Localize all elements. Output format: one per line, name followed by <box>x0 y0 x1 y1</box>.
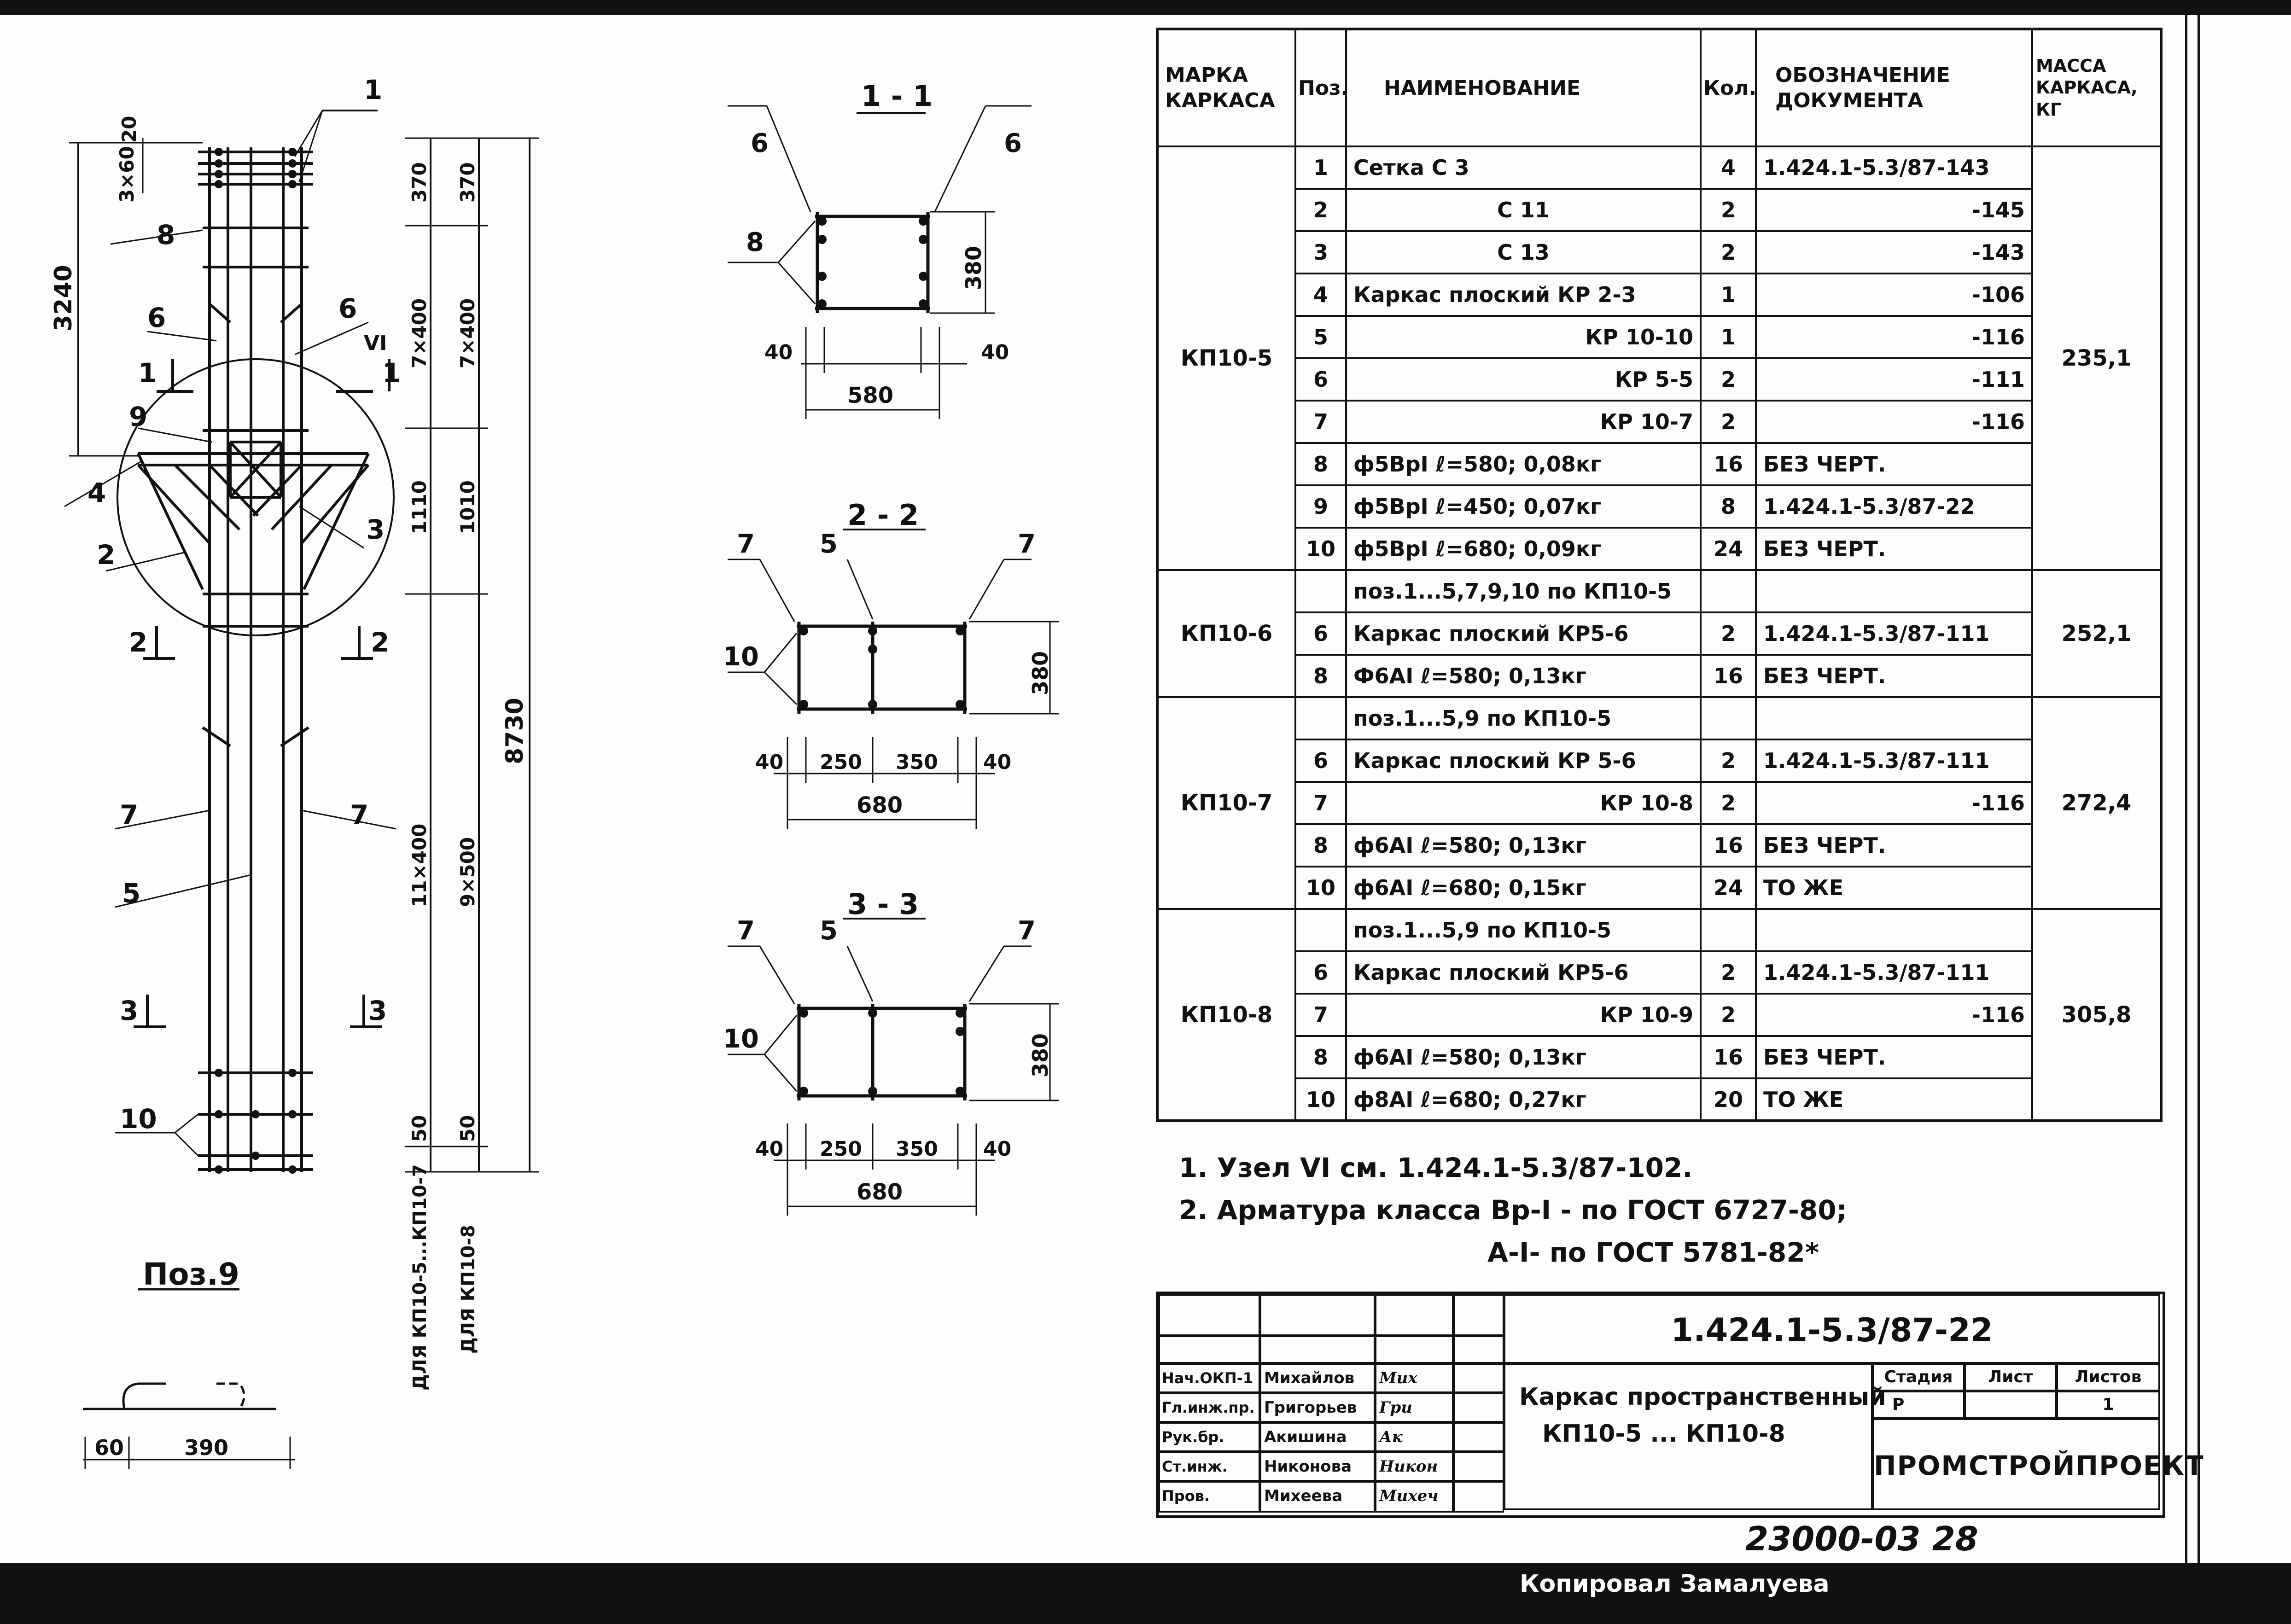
section-2-2 <box>709 479 1078 847</box>
sheets-header: Листов <box>2057 1363 2160 1391</box>
dim-a-50: 50 <box>408 1115 431 1142</box>
spec-pos: 10 <box>1295 867 1346 909</box>
section-3-label-5: 5 <box>820 916 838 946</box>
callout-2: 2 <box>97 539 116 570</box>
spec-doc: 1.424.1-5.3/87-111 <box>1756 612 2032 655</box>
spec-pos: 7 <box>1295 994 1346 1036</box>
callout-1: 1 <box>364 74 383 105</box>
pos9-dim-a: 60 <box>94 1435 124 1460</box>
spec-doc <box>1756 697 2032 739</box>
for-label-b: ДЛЯ КП10-8 <box>458 1225 479 1354</box>
spec-name: Сетка С 3 <box>1346 146 1701 189</box>
spec-doc: -143 <box>1756 231 2032 274</box>
spec-qty: 16 <box>1701 1036 1756 1078</box>
spec-qty: 16 <box>1701 443 1756 485</box>
spec-pos: 6 <box>1295 358 1346 401</box>
dim-b-50: 50 <box>456 1115 479 1142</box>
spec-row <box>1157 951 2161 994</box>
section-3-mid-a: 250 <box>820 1137 862 1161</box>
spec-doc: ТО ЖЕ <box>1756 867 2032 909</box>
callout-9: 9 <box>129 401 148 432</box>
signer-name: Акишина <box>1260 1422 1375 1452</box>
spec-name: ф6АI ℓ=680; 0,15кг <box>1346 867 1701 909</box>
section-3-height: 380 <box>1028 1033 1053 1077</box>
section-3-label-7b: 7 <box>1018 916 1036 946</box>
cut-3-right: 3 <box>368 995 387 1026</box>
dim-total-8730: 8730 <box>501 698 529 764</box>
spec-name: С 11 <box>1346 189 1701 231</box>
section-1-width: 580 <box>847 383 894 408</box>
spec-name: КР 10-8 <box>1346 782 1701 824</box>
spec-doc: 1.424.1-5.3/87-111 <box>1756 739 2032 782</box>
cut-1-right: 1 <box>382 357 401 389</box>
section-2-title: 2 - 2 <box>847 498 919 532</box>
dim-b-1010: 1010 <box>456 480 479 534</box>
callout-7a: 7 <box>120 799 139 831</box>
section-3-mid-b: 350 <box>896 1137 938 1161</box>
section-3-label-7a: 7 <box>737 916 755 946</box>
title-line-1: Каркас пространственный <box>1519 1383 1886 1411</box>
spec-row <box>1157 528 2161 570</box>
spec-qty: 2 <box>1701 951 1756 994</box>
spec-row <box>1157 655 2161 697</box>
elevation-drawing <box>0 0 576 1519</box>
spec-doc <box>1756 909 2032 951</box>
dim-a-7x400: 7×400 <box>408 298 431 368</box>
signer-date <box>1453 1422 1504 1452</box>
signer-signature: Михеч <box>1375 1481 1453 1513</box>
section-2-edge-right: 40 <box>983 751 1012 774</box>
spec-name: КР 10-7 <box>1346 401 1701 443</box>
sheet-header: Лист <box>1965 1363 2057 1391</box>
section-2-label-7a: 7 <box>737 529 755 559</box>
spec-doc: -116 <box>1756 994 2032 1036</box>
note-3: А-I- по ГОСТ 5781-82* <box>1487 1237 1819 1268</box>
spec-mark: КП10-5 <box>1157 146 1295 570</box>
cut-3-left: 3 <box>120 995 139 1026</box>
spec-name: КР 10-10 <box>1346 316 1701 358</box>
dim-b-370: 370 <box>456 162 479 203</box>
spec-pos: 8 <box>1295 824 1346 867</box>
spec-pos: 5 <box>1295 316 1346 358</box>
spec-doc: -145 <box>1756 189 2032 231</box>
spec-qty: 2 <box>1701 782 1756 824</box>
spec-pos: 10 <box>1295 1078 1346 1121</box>
section-1-height: 380 <box>961 245 986 290</box>
signer-date <box>1453 1452 1504 1481</box>
callout-3: 3 <box>366 514 385 545</box>
spec-row <box>1157 570 2161 612</box>
organization-name: ПРОМСТРОЙПРОЕКТ <box>1872 1419 2160 1510</box>
spec-doc: 1.424.1-5.3/87-22 <box>1756 485 2032 528</box>
spec-pos: 4 <box>1295 274 1346 316</box>
callout-7b: 7 <box>350 799 369 831</box>
dim-a-370: 370 <box>408 162 431 203</box>
specification-body <box>1157 146 2161 1121</box>
header-mass: МАССА КАРКАСА, КГ <box>2032 29 2161 146</box>
callout-8: 8 <box>157 219 175 250</box>
section-2-mid-a: 250 <box>820 751 862 774</box>
signer-role: Ст.инж. <box>1159 1452 1260 1481</box>
spec-pos: 2 <box>1295 189 1346 231</box>
spec-pos: 7 <box>1295 401 1346 443</box>
section-1-title: 1 - 1 <box>861 79 933 113</box>
spec-name: ф6АI ℓ=580; 0,13кг <box>1346 824 1701 867</box>
signer-signature: Ак <box>1375 1422 1453 1452</box>
section-3-edge-right: 40 <box>983 1137 1012 1161</box>
spec-name: Каркас плоский КР5-6 <box>1346 951 1701 994</box>
section-3-width: 680 <box>857 1179 903 1205</box>
spec-name: ф6АI ℓ=580; 0,13кг <box>1346 1036 1701 1078</box>
callout-5: 5 <box>122 878 141 909</box>
spec-doc: -116 <box>1756 782 2032 824</box>
section-2-mid-b: 350 <box>896 751 938 774</box>
section-1-label-8: 8 <box>746 227 764 257</box>
spec-name: ф5ВрI ℓ=580; 0,08кг <box>1346 443 1701 485</box>
spec-name: поз.1...5,9 по КП10-5 <box>1346 909 1701 951</box>
spec-row <box>1157 612 2161 655</box>
section-3-3 <box>709 884 1078 1252</box>
spec-qty <box>1701 909 1756 951</box>
spec-pos: 6 <box>1295 612 1346 655</box>
spec-qty: 8 <box>1701 485 1756 528</box>
callout-4: 4 <box>87 477 106 508</box>
spec-qty: 2 <box>1701 358 1756 401</box>
spec-pos: 6 <box>1295 951 1346 994</box>
spec-qty: 2 <box>1701 231 1756 274</box>
spec-doc: БЕЗ ЧЕРТ. <box>1756 443 2032 485</box>
spec-doc: -116 <box>1756 316 2032 358</box>
section-3-label-10: 10 <box>723 1024 759 1054</box>
section-1-label-6a: 6 <box>751 128 769 158</box>
spec-mark: КП10-6 <box>1157 570 1295 697</box>
node-marker: VI <box>364 332 387 355</box>
spec-row <box>1157 782 2161 824</box>
signer-name: Григорьев <box>1260 1393 1375 1422</box>
cut-1-left: 1 <box>138 357 157 389</box>
spec-name: ф5ВрI ℓ=450; 0,07кг <box>1346 485 1701 528</box>
spec-qty: 2 <box>1701 612 1756 655</box>
section-1-edge-left: 40 <box>764 341 793 364</box>
spec-row <box>1157 994 2161 1036</box>
section-2-edge-left: 40 <box>755 751 784 774</box>
spec-doc: -106 <box>1756 274 2032 316</box>
spec-doc: БЕЗ ЧЕРТ. <box>1756 1036 2032 1078</box>
spec-name: ф5ВрI ℓ=680; 0,09кг <box>1346 528 1701 570</box>
signer-name: Михеева <box>1260 1481 1375 1513</box>
spec-mass: 305,8 <box>2032 909 2161 1121</box>
spec-mark: КП10-8 <box>1157 909 1295 1121</box>
dim-a-11x400: 11×400 <box>408 823 431 907</box>
archive-number: 23000-03 28 <box>1745 1519 1978 1558</box>
spec-pos <box>1295 697 1346 739</box>
section-2-label-7b: 7 <box>1018 529 1036 559</box>
header-mark: МАРКА КАРКАСА <box>1157 29 1295 146</box>
dim-left-3x60: 3×60 <box>116 146 138 203</box>
spec-qty: 2 <box>1701 994 1756 1036</box>
dim-left-20: 20 <box>118 116 140 143</box>
signer-signature: Мих <box>1375 1363 1453 1393</box>
spec-pos: 8 <box>1295 1036 1346 1078</box>
spec-pos: 7 <box>1295 782 1346 824</box>
spec-row <box>1157 739 2161 782</box>
spec-qty: 1 <box>1701 316 1756 358</box>
dim-b-9x500: 9×500 <box>456 837 479 907</box>
section-2-label-10: 10 <box>723 642 759 672</box>
spec-qty: 2 <box>1701 401 1756 443</box>
spec-pos: 8 <box>1295 443 1346 485</box>
spec-mass: 272,4 <box>2032 697 2161 909</box>
spec-pos: 8 <box>1295 655 1346 697</box>
spec-qty: 2 <box>1701 189 1756 231</box>
notes-block <box>1179 1147 1847 1274</box>
right-border-lines <box>2185 0 2200 1624</box>
section-3-edge-left: 40 <box>755 1137 784 1161</box>
pos9-title: Поз.9 <box>143 1257 239 1292</box>
section-1-edge-right: 40 <box>981 341 1009 364</box>
spec-qty: 24 <box>1701 528 1756 570</box>
spec-doc: ТО ЖЕ <box>1756 1078 2032 1121</box>
section-2-height: 380 <box>1028 651 1053 695</box>
header-name: НАИМЕНОВАНИЕ <box>1346 29 1701 146</box>
spec-name: Каркас плоский КР5-6 <box>1346 612 1701 655</box>
section-1-1 <box>709 69 1078 437</box>
spec-mass: 235,1 <box>2032 146 2161 570</box>
spec-row <box>1157 909 2161 951</box>
spec-pos: 9 <box>1295 485 1346 528</box>
spec-doc: -111 <box>1756 358 2032 401</box>
spec-name: Ф6АI ℓ=580; 0,13кг <box>1346 655 1701 697</box>
spec-row <box>1157 401 2161 443</box>
signer-date <box>1453 1481 1504 1513</box>
spec-row <box>1157 1036 2161 1078</box>
spec-pos: 10 <box>1295 528 1346 570</box>
spec-pos: 3 <box>1295 231 1346 274</box>
spec-row <box>1157 867 2161 909</box>
spec-mark: КП10-7 <box>1157 697 1295 909</box>
signer-name: Никонова <box>1260 1452 1375 1481</box>
sheets-value: 1 <box>2057 1391 2160 1419</box>
document-code: 1.424.1-5.3/87-22 <box>1504 1294 2160 1363</box>
spec-name: Каркас плоский КР 5-6 <box>1346 739 1701 782</box>
spec-row <box>1157 231 2161 274</box>
spec-row <box>1157 443 2161 485</box>
cut-2-left: 2 <box>129 627 148 658</box>
spec-row <box>1157 189 2161 231</box>
spec-qty: 1 <box>1701 274 1756 316</box>
spec-qty: 20 <box>1701 1078 1756 1121</box>
section-1-label-6b: 6 <box>1004 128 1022 158</box>
callout-10: 10 <box>120 1103 157 1135</box>
spec-doc: БЕЗ ЧЕРТ. <box>1756 655 2032 697</box>
spec-qty: 16 <box>1701 824 1756 867</box>
spec-qty <box>1701 570 1756 612</box>
spec-qty: 16 <box>1701 655 1756 697</box>
spec-pos: 6 <box>1295 739 1346 782</box>
specification-table <box>1156 28 2163 1122</box>
spec-doc: БЕЗ ЧЕРТ. <box>1756 528 2032 570</box>
spec-row <box>1157 824 2161 867</box>
spec-pos: 1 <box>1295 146 1346 189</box>
title-block <box>1156 1292 2204 1518</box>
spec-row <box>1157 146 2161 189</box>
section-2-label-5: 5 <box>820 529 838 559</box>
spec-row <box>1157 358 2161 401</box>
for-label-a: ДЛЯ КП10-5...КП10-7 <box>409 1164 431 1391</box>
signer-role: Гл.инж.пр. <box>1159 1393 1260 1422</box>
sheet-value <box>1965 1391 2057 1419</box>
signer-date <box>1453 1393 1504 1422</box>
title-line-2: КП10-5 ... КП10-8 <box>1542 1420 1785 1448</box>
spec-doc: 1.424.1-5.3/87-111 <box>1756 951 2032 994</box>
section-3-title: 3 - 3 <box>847 887 919 921</box>
spec-row <box>1157 316 2161 358</box>
spec-doc: -116 <box>1756 401 2032 443</box>
bottom-border-bar <box>0 1563 2291 1624</box>
spec-qty: 4 <box>1701 146 1756 189</box>
spec-name: ф8АI ℓ=680; 0,27кг <box>1346 1078 1701 1121</box>
spec-name: поз.1...5,7,9,10 по КП10-5 <box>1346 570 1701 612</box>
header-qty: Кол. <box>1701 29 1756 146</box>
dim-b-7x400: 7×400 <box>456 298 479 368</box>
spec-pos <box>1295 909 1346 951</box>
signer-signature: Никон <box>1375 1452 1453 1481</box>
callout-6b: 6 <box>338 293 357 324</box>
spec-mass: 252,1 <box>2032 570 2161 697</box>
header-doc: ОБОЗНАЧЕНИЕ ДОКУМЕНТА <box>1756 29 2032 146</box>
signer-name: Михайлов <box>1260 1363 1375 1393</box>
spec-row <box>1157 274 2161 316</box>
spec-name: поз.1...5,9 по КП10-5 <box>1346 697 1701 739</box>
spec-doc: БЕЗ ЧЕРТ. <box>1756 824 2032 867</box>
signer-role: Рук.бр. <box>1159 1422 1260 1452</box>
spec-qty <box>1701 697 1756 739</box>
stage-value: Р <box>1872 1391 1965 1419</box>
stage-header: Стадия <box>1872 1363 1965 1391</box>
spec-qty: 24 <box>1701 867 1756 909</box>
spec-name: КР 5-5 <box>1346 358 1701 401</box>
spec-pos <box>1295 570 1346 612</box>
spec-name: С 13 <box>1346 231 1701 274</box>
drawing-title <box>1504 1363 1886 1510</box>
spec-row <box>1157 697 2161 739</box>
spec-row <box>1157 485 2161 528</box>
section-2-width: 680 <box>857 792 903 818</box>
copied-by: Копировал Замалуева <box>1520 1570 1830 1598</box>
spec-doc <box>1756 570 2032 612</box>
signer-role: Нач.ОКП-1 <box>1159 1363 1260 1393</box>
spec-doc: 1.424.1-5.3/87-143 <box>1756 146 2032 189</box>
dim-left-3240: 3240 <box>50 265 77 332</box>
signer-date <box>1453 1363 1504 1393</box>
spec-name: КР 10-9 <box>1346 994 1701 1036</box>
spec-name: Каркас плоский КР 2-3 <box>1346 274 1701 316</box>
dim-a-1110: 1110 <box>408 480 431 534</box>
note-1: 1. Узел VI см. 1.424.1-5.3/87-102. <box>1179 1152 1693 1183</box>
spec-row <box>1157 1078 2161 1121</box>
pos9-dim-b: 390 <box>184 1435 229 1460</box>
signer-role: Пров. <box>1159 1481 1260 1513</box>
spec-qty: 2 <box>1701 739 1756 782</box>
cut-2-right: 2 <box>371 627 390 658</box>
signer-signature: Гри <box>1375 1393 1453 1422</box>
note-2: 2. Арматура класса Вр-I - по ГОСТ 6727-80; <box>1179 1194 1847 1226</box>
callout-6a: 6 <box>147 302 166 333</box>
header-pos: Поз. <box>1295 29 1346 146</box>
